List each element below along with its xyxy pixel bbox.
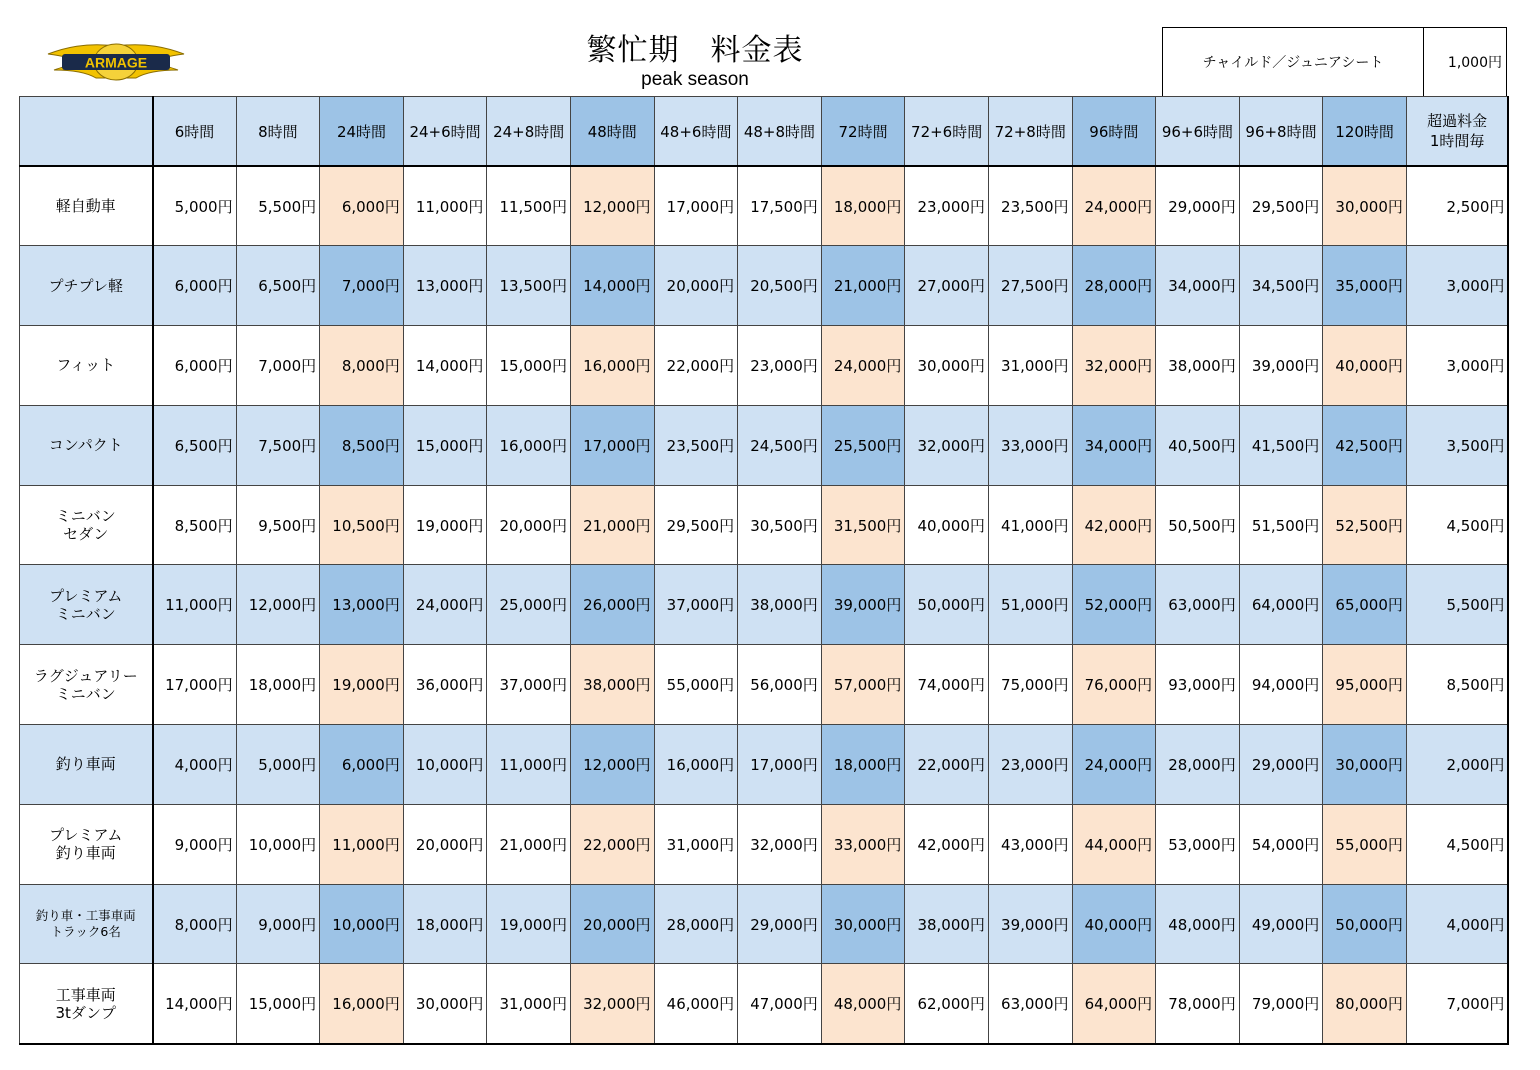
vehicle-class-cell xyxy=(20,804,153,884)
price-cell: 11,000円 xyxy=(320,804,404,884)
price-cell: 8,000円 xyxy=(153,884,237,964)
price-cell: 30,000円 xyxy=(905,326,989,406)
vehicle-class-cell xyxy=(20,884,153,964)
price-cell: 28,000円 xyxy=(1072,246,1156,326)
price-cell: 6,000円 xyxy=(320,166,404,246)
price-cell: 11,500円 xyxy=(487,166,571,246)
price-cell: 20,000円 xyxy=(654,246,738,326)
extra-fee-cell: 3,000円 xyxy=(1406,326,1508,406)
column-header: 72+6時間 xyxy=(905,97,989,167)
price-cell: 20,000円 xyxy=(403,804,487,884)
extra-fee-cell: 5,500円 xyxy=(1406,565,1508,645)
price-cell: 29,000円 xyxy=(738,884,822,964)
price-cell: 94,000円 xyxy=(1239,645,1323,725)
price-cell: 22,000円 xyxy=(570,804,654,884)
child-seat-box xyxy=(1162,27,1507,97)
extra-fee-cell: 3,500円 xyxy=(1406,405,1508,485)
column-header: 6時間 xyxy=(153,97,237,167)
child-seat-price: 1,000円 xyxy=(1424,28,1507,97)
price-cell: 52,000円 xyxy=(1072,565,1156,645)
price-cell: 65,000円 xyxy=(1323,565,1407,645)
page-title: 繁忙期 料金表 xyxy=(586,33,804,68)
vehicle-class-line: ミニバン xyxy=(55,507,116,526)
page-subtitle: peak season xyxy=(641,69,749,90)
table-row xyxy=(20,725,1509,805)
table-row xyxy=(20,884,1509,964)
price-cell: 80,000円 xyxy=(1323,964,1407,1044)
price-cell: 9,000円 xyxy=(236,884,320,964)
price-cell: 12,000円 xyxy=(570,725,654,805)
price-cell: 26,000円 xyxy=(570,565,654,645)
column-header: 24+6時間 xyxy=(403,97,487,167)
extra-fee-header-line: 1時間毎 xyxy=(1429,132,1485,150)
price-cell: 34,000円 xyxy=(1156,246,1240,326)
price-cell: 17,000円 xyxy=(654,166,738,246)
price-cell: 54,000円 xyxy=(1239,804,1323,884)
table-row xyxy=(20,326,1509,406)
price-cell: 29,000円 xyxy=(1156,166,1240,246)
vehicle-class-line: 釣り車両 xyxy=(55,844,116,863)
price-cell: 40,000円 xyxy=(1072,884,1156,964)
price-cell: 20,500円 xyxy=(738,246,822,326)
vehicle-class-line: トラック6名 xyxy=(50,924,121,940)
column-header: 24+8時間 xyxy=(487,97,571,167)
price-cell: 7,500円 xyxy=(236,405,320,485)
vehicle-class-cell xyxy=(20,326,153,406)
table-row xyxy=(20,804,1509,884)
vehicle-class-line: プレミアム xyxy=(49,826,123,845)
price-cell: 31,000円 xyxy=(988,326,1072,406)
price-cell: 22,000円 xyxy=(654,326,738,406)
price-cell: 30,500円 xyxy=(738,485,822,565)
price-table xyxy=(19,96,1509,1045)
vehicle-class-line: 軽自動車 xyxy=(55,197,116,216)
price-cell: 50,000円 xyxy=(905,565,989,645)
price-cell: 24,000円 xyxy=(821,326,905,406)
vehicle-class-cell xyxy=(20,405,153,485)
column-header: 72+8時間 xyxy=(988,97,1072,167)
price-cell: 5,000円 xyxy=(153,166,237,246)
price-cell: 21,000円 xyxy=(487,804,571,884)
price-cell: 39,000円 xyxy=(1239,326,1323,406)
logo-text: ARMAGE xyxy=(84,54,148,71)
price-cell: 63,000円 xyxy=(1156,565,1240,645)
title-block xyxy=(520,32,870,90)
vehicle-class-line: セダン xyxy=(63,525,109,544)
price-cell: 52,500円 xyxy=(1323,485,1407,565)
price-cell: 17,000円 xyxy=(570,405,654,485)
price-cell: 40,000円 xyxy=(1323,326,1407,406)
price-cell: 42,000円 xyxy=(1072,485,1156,565)
price-cell: 35,000円 xyxy=(1323,246,1407,326)
price-cell: 19,000円 xyxy=(403,485,487,565)
price-cell: 63,000円 xyxy=(988,964,1072,1044)
vehicle-class-cell xyxy=(20,485,153,565)
price-cell: 20,000円 xyxy=(570,884,654,964)
price-cell: 51,000円 xyxy=(988,565,1072,645)
price-cell: 29,000円 xyxy=(1239,725,1323,805)
price-cell: 21,000円 xyxy=(570,485,654,565)
price-cell: 10,000円 xyxy=(320,884,404,964)
extra-fee-cell: 4,500円 xyxy=(1406,485,1508,565)
extra-fee-cell: 4,500円 xyxy=(1406,804,1508,884)
vehicle-header-cell xyxy=(20,97,153,167)
price-cell: 51,500円 xyxy=(1239,485,1323,565)
price-cell: 6,000円 xyxy=(153,326,237,406)
price-cell: 17,500円 xyxy=(738,166,822,246)
table-row xyxy=(20,485,1509,565)
price-cell: 34,000円 xyxy=(1072,405,1156,485)
price-cell: 12,000円 xyxy=(236,565,320,645)
price-cell: 55,000円 xyxy=(1323,804,1407,884)
price-cell: 30,000円 xyxy=(403,964,487,1044)
vehicle-class-line: プチプレ軽 xyxy=(48,276,123,295)
vehicle-class-cell xyxy=(20,246,153,326)
price-cell: 8,000円 xyxy=(320,326,404,406)
price-cell: 31,500円 xyxy=(821,485,905,565)
price-cell: 39,000円 xyxy=(988,884,1072,964)
vehicle-class-cell xyxy=(20,964,153,1044)
table-row xyxy=(20,565,1509,645)
price-cell: 79,000円 xyxy=(1239,964,1323,1044)
child-seat-label: チャイルド／ジュニアシート xyxy=(1163,28,1424,97)
vehicle-class-line: ミニバン xyxy=(55,684,116,703)
column-header: 96+6時間 xyxy=(1156,97,1240,167)
vehicle-class-line: 釣り車両 xyxy=(55,755,116,774)
price-cell: 33,000円 xyxy=(821,804,905,884)
price-cell: 23,000円 xyxy=(905,166,989,246)
column-header: 96時間 xyxy=(1072,97,1156,167)
price-cell: 46,000円 xyxy=(654,964,738,1044)
price-cell: 24,000円 xyxy=(1072,166,1156,246)
price-cell: 29,500円 xyxy=(1239,166,1323,246)
price-cell: 25,500円 xyxy=(821,405,905,485)
vehicle-class-cell xyxy=(20,166,153,246)
price-cell: 31,000円 xyxy=(654,804,738,884)
price-cell: 62,000円 xyxy=(905,964,989,1044)
price-cell: 19,000円 xyxy=(487,884,571,964)
price-cell: 38,000円 xyxy=(905,884,989,964)
price-cell: 33,000円 xyxy=(988,405,1072,485)
price-cell: 11,000円 xyxy=(403,166,487,246)
extra-fee-cell: 8,500円 xyxy=(1406,645,1508,725)
extra-fee-cell: 3,000円 xyxy=(1406,246,1508,326)
price-cell: 93,000円 xyxy=(1156,645,1240,725)
vehicle-class-line: 釣り車・工事車両 xyxy=(35,908,136,924)
price-cell: 41,500円 xyxy=(1239,405,1323,485)
price-cell: 7,000円 xyxy=(320,246,404,326)
price-cell: 39,000円 xyxy=(821,565,905,645)
price-cell: 38,000円 xyxy=(1156,326,1240,406)
price-cell: 32,000円 xyxy=(570,964,654,1044)
price-cell: 30,000円 xyxy=(1323,725,1407,805)
price-cell: 6,500円 xyxy=(236,246,320,326)
vehicle-class-line: 工事車両 xyxy=(55,985,116,1004)
price-cell: 6,000円 xyxy=(320,725,404,805)
price-cell: 50,500円 xyxy=(1156,485,1240,565)
price-cell: 42,000円 xyxy=(905,804,989,884)
price-cell: 6,000円 xyxy=(153,246,237,326)
table-row xyxy=(20,166,1509,246)
price-cell: 28,000円 xyxy=(1156,725,1240,805)
price-cell: 64,000円 xyxy=(1239,565,1323,645)
price-cell: 36,000円 xyxy=(403,645,487,725)
price-cell: 14,000円 xyxy=(403,326,487,406)
price-cell: 18,000円 xyxy=(821,166,905,246)
price-cell: 29,500円 xyxy=(654,485,738,565)
price-cell: 23,000円 xyxy=(988,725,1072,805)
table-row xyxy=(20,964,1509,1044)
vehicle-class-line: コンパクト xyxy=(48,436,123,455)
vehicle-class-line: フィット xyxy=(56,356,116,375)
column-header: 48+6時間 xyxy=(654,97,738,167)
price-cell: 30,000円 xyxy=(821,884,905,964)
price-cell: 31,000円 xyxy=(487,964,571,1044)
price-cell: 55,000円 xyxy=(654,645,738,725)
price-cell: 32,000円 xyxy=(738,804,822,884)
price-cell: 6,500円 xyxy=(153,405,237,485)
price-cell: 5,500円 xyxy=(236,166,320,246)
column-header: 24時間 xyxy=(320,97,404,167)
price-cell: 56,000円 xyxy=(738,645,822,725)
price-cell: 17,000円 xyxy=(738,725,822,805)
price-cell: 74,000円 xyxy=(905,645,989,725)
price-cell: 32,000円 xyxy=(905,405,989,485)
column-header: 48時間 xyxy=(570,97,654,167)
extra-fee-cell: 7,000円 xyxy=(1406,964,1508,1044)
price-cell: 12,000円 xyxy=(570,166,654,246)
price-cell: 25,000円 xyxy=(487,565,571,645)
column-header: 96+8時間 xyxy=(1239,97,1323,167)
price-cell: 23,000円 xyxy=(738,326,822,406)
armage-logo xyxy=(46,40,186,84)
price-body xyxy=(20,166,1509,1044)
price-cell: 50,000円 xyxy=(1323,884,1407,964)
extra-fee-cell: 2,500円 xyxy=(1406,166,1508,246)
price-cell: 42,500円 xyxy=(1323,405,1407,485)
extra-fee-header xyxy=(1406,97,1508,167)
price-cell: 76,000円 xyxy=(1072,645,1156,725)
table-row xyxy=(20,246,1509,326)
price-cell: 28,000円 xyxy=(654,884,738,964)
price-cell: 37,000円 xyxy=(654,565,738,645)
price-cell: 13,000円 xyxy=(320,565,404,645)
column-header: 48+8時間 xyxy=(738,97,822,167)
extra-fee-cell: 2,000円 xyxy=(1406,725,1508,805)
extra-fee-cell: 4,000円 xyxy=(1406,884,1508,964)
price-cell: 44,000円 xyxy=(1072,804,1156,884)
price-cell: 53,000円 xyxy=(1156,804,1240,884)
price-cell: 30,000円 xyxy=(1323,166,1407,246)
vehicle-class-line: 3tダンプ xyxy=(55,1003,117,1022)
price-cell: 8,500円 xyxy=(153,485,237,565)
price-cell: 57,000円 xyxy=(821,645,905,725)
winged-logo-icon xyxy=(46,40,186,84)
column-header: 8時間 xyxy=(236,97,320,167)
price-cell: 5,000円 xyxy=(236,725,320,805)
price-cell: 11,000円 xyxy=(487,725,571,805)
price-cell: 15,000円 xyxy=(236,964,320,1044)
price-cell: 40,500円 xyxy=(1156,405,1240,485)
column-header: 120時間 xyxy=(1323,97,1407,167)
price-cell: 16,000円 xyxy=(570,326,654,406)
vehicle-class-line: ラグジュアリー xyxy=(33,666,138,685)
price-cell: 19,000円 xyxy=(320,645,404,725)
price-cell: 78,000円 xyxy=(1156,964,1240,1044)
price-cell: 20,000円 xyxy=(487,485,571,565)
price-cell: 47,000円 xyxy=(738,964,822,1044)
price-cell: 37,000円 xyxy=(487,645,571,725)
price-cell: 95,000円 xyxy=(1323,645,1407,725)
price-cell: 7,000円 xyxy=(236,326,320,406)
column-header: 72時間 xyxy=(821,97,905,167)
price-cell: 16,000円 xyxy=(320,964,404,1044)
price-cell: 24,000円 xyxy=(1072,725,1156,805)
extra-fee-header-line: 超過料金 xyxy=(1427,112,1488,130)
price-cell: 38,000円 xyxy=(738,565,822,645)
price-cell: 75,000円 xyxy=(988,645,1072,725)
vehicle-class-line: プレミアム xyxy=(49,586,123,605)
price-cell: 18,000円 xyxy=(236,645,320,725)
price-cell: 17,000円 xyxy=(153,645,237,725)
price-cell: 10,000円 xyxy=(403,725,487,805)
price-cell: 13,000円 xyxy=(403,246,487,326)
vehicle-class-cell xyxy=(20,725,153,805)
price-cell: 23,500円 xyxy=(988,166,1072,246)
price-cell: 43,000円 xyxy=(988,804,1072,884)
vehicle-class-cell xyxy=(20,645,153,725)
price-cell: 23,500円 xyxy=(654,405,738,485)
price-cell: 34,500円 xyxy=(1239,246,1323,326)
price-cell: 48,000円 xyxy=(821,964,905,1044)
price-cell: 14,000円 xyxy=(570,246,654,326)
price-cell: 49,000円 xyxy=(1239,884,1323,964)
price-cell: 48,000円 xyxy=(1156,884,1240,964)
vehicle-class-line: ミニバン xyxy=(55,604,116,623)
price-cell: 27,500円 xyxy=(988,246,1072,326)
price-cell: 24,500円 xyxy=(738,405,822,485)
table-row xyxy=(20,405,1509,485)
price-cell: 24,000円 xyxy=(403,565,487,645)
price-cell: 64,000円 xyxy=(1072,964,1156,1044)
price-cell: 8,500円 xyxy=(320,405,404,485)
price-cell: 27,000円 xyxy=(905,246,989,326)
price-cell: 13,500円 xyxy=(487,246,571,326)
price-cell: 15,000円 xyxy=(403,405,487,485)
price-cell: 21,000円 xyxy=(821,246,905,326)
price-cell: 22,000円 xyxy=(905,725,989,805)
header-row xyxy=(20,97,1509,167)
price-cell: 40,000円 xyxy=(905,485,989,565)
price-cell: 9,500円 xyxy=(236,485,320,565)
price-cell: 16,000円 xyxy=(487,405,571,485)
price-cell: 10,000円 xyxy=(236,804,320,884)
price-cell: 4,000円 xyxy=(153,725,237,805)
vehicle-class-cell xyxy=(20,565,153,645)
price-cell: 18,000円 xyxy=(821,725,905,805)
price-cell: 15,000円 xyxy=(487,326,571,406)
price-cell: 9,000円 xyxy=(153,804,237,884)
price-cell: 11,000円 xyxy=(153,565,237,645)
price-cell: 14,000円 xyxy=(153,964,237,1044)
price-cell: 32,000円 xyxy=(1072,326,1156,406)
price-cell: 16,000円 xyxy=(654,725,738,805)
price-cell: 18,000円 xyxy=(403,884,487,964)
price-cell: 10,500円 xyxy=(320,485,404,565)
price-cell: 41,000円 xyxy=(988,485,1072,565)
table-row xyxy=(20,645,1509,725)
price-cell: 38,000円 xyxy=(570,645,654,725)
